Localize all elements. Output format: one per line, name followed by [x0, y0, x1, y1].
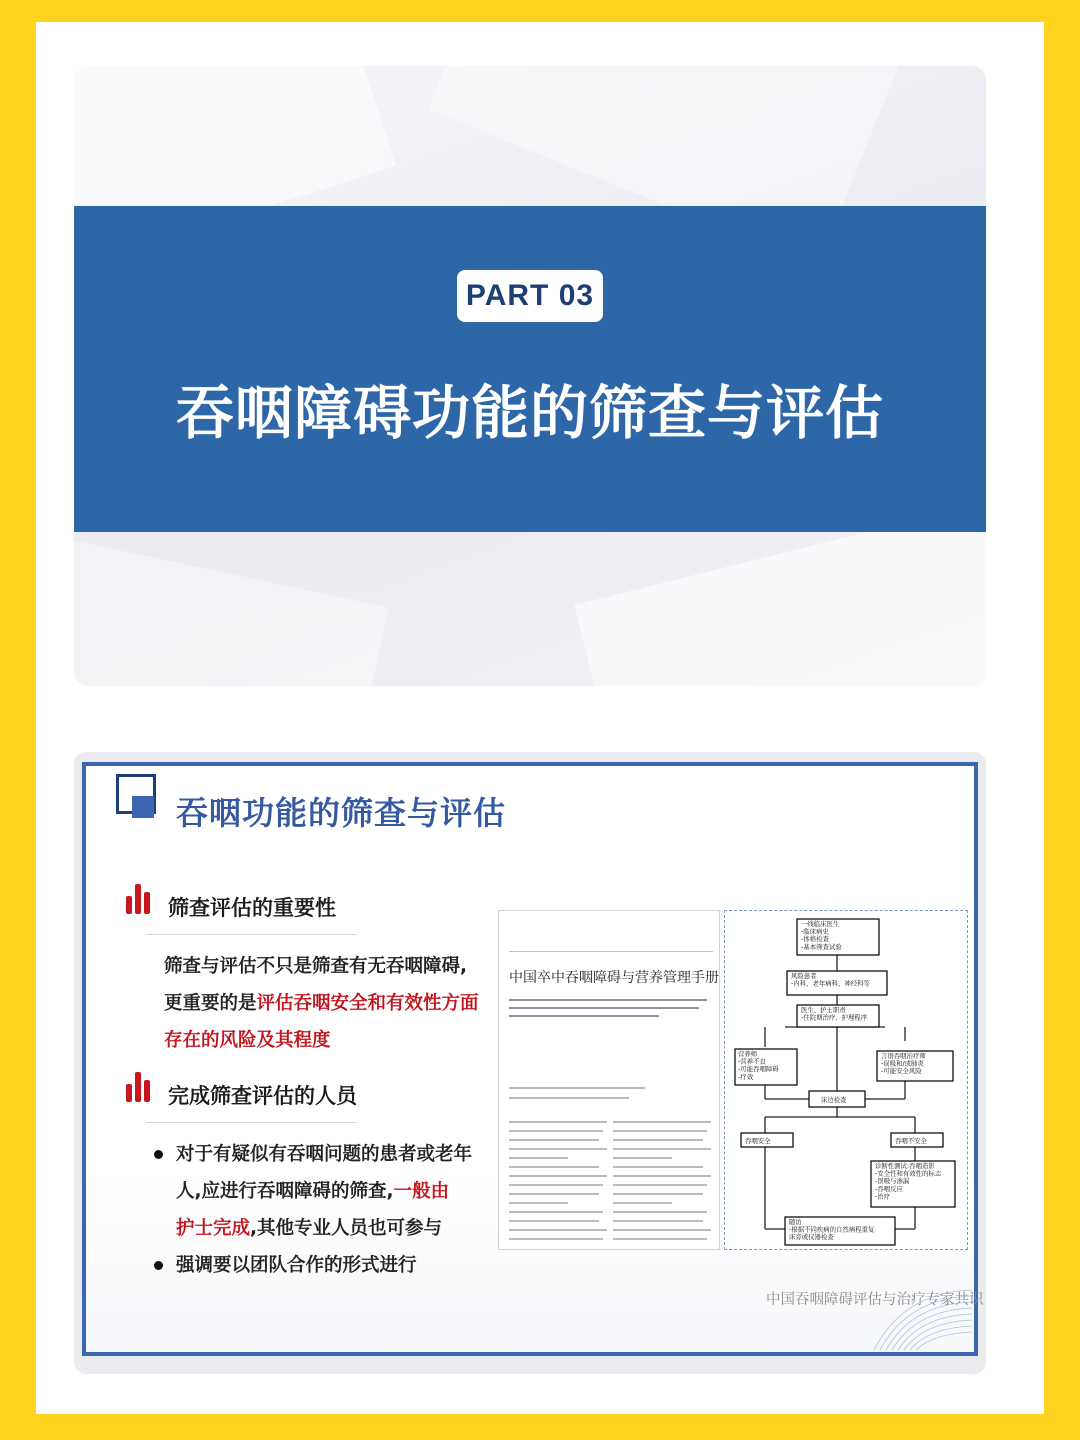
doc-text-line: [509, 1238, 603, 1240]
bar-chart-icon: [126, 1072, 152, 1102]
doc-text-line: [509, 1097, 629, 1099]
bullet-item: [154, 1136, 494, 1247]
doc-text-line: [509, 1015, 659, 1017]
flowchart-label: 随访: [789, 1218, 802, 1226]
slide-title: 吞咽功能的筛查与评估: [176, 794, 507, 832]
doc-text-line: [613, 1121, 711, 1123]
doc-text-line: [613, 1157, 672, 1159]
flowchart-label: 吞咽安全: [745, 1137, 771, 1145]
bullet-dot: [154, 1261, 163, 1270]
flowchart-label: -营养不良: [738, 1057, 766, 1066]
part-badge: PART 03: [457, 270, 603, 322]
doc-text-line: [613, 1229, 711, 1231]
paragraph-line: 存在的风险及其程度: [164, 1030, 331, 1051]
doc-text-line: [509, 1121, 607, 1123]
importance-paragraph: [164, 948, 494, 1059]
paragraph-line: 更重要的是评估吞咽安全和有效性方面: [164, 993, 479, 1014]
part-title: 吞咽障碍功能的筛查与评估: [175, 379, 884, 447]
doc-text-line: [613, 1139, 703, 1141]
doc-text-line: [509, 1220, 599, 1222]
doc-text-line: [509, 1157, 568, 1159]
doc-text-line: [613, 1148, 711, 1150]
doc-text-line: [613, 1130, 707, 1132]
decor-shape: [74, 528, 389, 686]
flowchart-label: -疗效: [738, 1072, 754, 1081]
doc-text-line: [613, 1220, 703, 1222]
flowchart-label: -根据不同疾病的自然病程重复: [789, 1225, 875, 1234]
flowchart-label: 风险患者: [791, 972, 817, 980]
doc-text-line: [613, 1166, 703, 1168]
doc-rule: [509, 951, 713, 952]
flowchart-label: -住院期治疗、护理程序: [801, 1013, 868, 1022]
flowchart-label: -误吸与渗漏: [875, 1177, 910, 1186]
doc-text-line: [509, 1175, 607, 1177]
doc-text-line: [509, 1211, 603, 1213]
flowchart-label: -基本筛查试验: [801, 942, 842, 951]
doc-text-line: [509, 1193, 599, 1195]
content-slide: [74, 752, 986, 1374]
flowchart-label: -安全性和有效性的标志: [875, 1169, 942, 1178]
flowchart-label: -可能吞咽障碍: [738, 1065, 779, 1074]
doc-text-line: [509, 1229, 607, 1231]
section-divider: [146, 934, 356, 935]
doc-text-line: [613, 1211, 707, 1213]
assessment-flowchart: [724, 910, 968, 1250]
flowchart-label: 吞咽不安全: [895, 1137, 927, 1145]
doc-text-line: [509, 1130, 603, 1132]
flowchart-label: -吞咽反应: [875, 1184, 903, 1193]
source-caption: 中国吞咽障碍评估与治疗专家共识: [766, 1292, 984, 1308]
flowchart-label: 医生、护士职责: [801, 1006, 846, 1014]
guideline-document-thumbnail: [498, 910, 720, 1250]
doc-text-line: [509, 1087, 645, 1089]
doc-text-line: [509, 1148, 607, 1150]
bullet-line: 人,应进行吞咽障碍的筛查,一般由: [176, 1181, 450, 1202]
bullet-line: 强调要以团队合作的形式进行: [176, 1255, 417, 1276]
bullet-line: 护士完成,其他专业人员也可参与: [176, 1218, 443, 1239]
flowchart-boxes: [735, 919, 955, 1245]
flowchart-label: 诊断性测试:吞咽造影: [875, 1162, 935, 1170]
flowchart-label: -可能安全风险: [881, 1067, 922, 1076]
section-divider: [146, 1122, 356, 1123]
doc-text-line: [509, 999, 707, 1001]
doc-text-line: [613, 1202, 672, 1204]
flowchart-label: 营养师: [738, 1050, 758, 1058]
flowchart-label: 床边检查: [821, 1096, 847, 1104]
flowchart-label: 言语吞咽治疗师: [881, 1052, 926, 1060]
doc-text-line: [509, 1007, 699, 1009]
doc-text-line: [509, 1184, 603, 1186]
swirl-decoration: [864, 1282, 974, 1352]
flowchart-label: -临床病史: [801, 927, 829, 936]
bar-chart-icon: [126, 884, 152, 914]
flowchart-svg: [725, 911, 969, 1251]
bullet-dot: [154, 1150, 163, 1159]
flowchart-label: 床旁或仪器检查: [789, 1233, 834, 1242]
flowchart-label: -体格检查: [801, 935, 829, 944]
doc-title: 中国卒中吞咽障碍与营养管理手册: [509, 970, 719, 986]
content-frame: [82, 762, 984, 1356]
doc-text-line: [613, 1238, 707, 1240]
bullet-line: 对于有疑似有吞咽问题的患者或老年: [176, 1144, 473, 1165]
flowchart-label: -内科、老年病科、神经科等: [791, 979, 870, 988]
bullet-item: [154, 1247, 494, 1284]
doc-text-line: [613, 1184, 707, 1186]
doc-text-line: [613, 1175, 711, 1177]
paragraph-line: 筛查与评估不只是筛查有无吞咽障碍,: [164, 956, 468, 977]
title-band: [74, 206, 986, 532]
flowchart-label: -误吸和/或肺炎: [881, 1059, 924, 1068]
doc-text-line: [509, 1202, 568, 1204]
title-decor-filled-square: [132, 796, 154, 818]
doc-text-line: [509, 1166, 599, 1168]
flowchart-label: 一线临床医生: [801, 920, 840, 928]
doc-text-line: [509, 1139, 599, 1141]
section-heading-personnel: 完成筛查评估的人员: [168, 1084, 357, 1108]
doc-text-line: [613, 1193, 703, 1195]
section-heading-importance: 筛查评估的重要性: [168, 896, 336, 920]
flowchart-label: -治疗: [875, 1192, 891, 1201]
part-cover-slide: [74, 66, 986, 686]
